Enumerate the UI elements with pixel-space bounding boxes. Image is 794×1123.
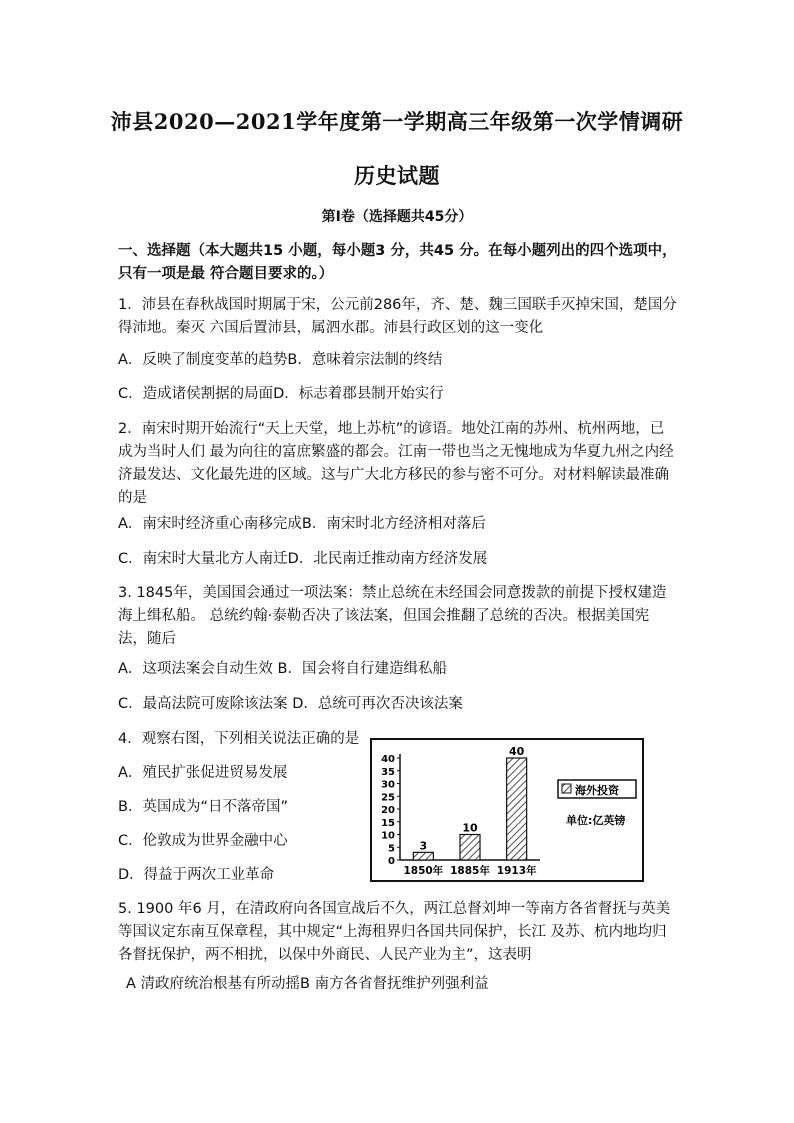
- question-3-options-cd: C．最高法院可废除该法案 D．总统可再次否决该法案: [118, 696, 463, 712]
- category-label: 1885年: [450, 865, 490, 877]
- y-tick-label: 40: [381, 754, 395, 765]
- question-1-options-cd: C．造成诸侯割据的局面D．标志着郡县制开始实行: [118, 386, 444, 402]
- question-4-option-a: A．殖民扩张促进贸易发展: [118, 765, 288, 781]
- question-1-stem: 1．沛县在春秋战国时期属于宋，公元前286年，齐、楚、魏三国联手灭掉宋国，楚国分得沛地。秦灭 六国后置沛县，属泗水郡。沛县行政区划的这一变化: [118, 297, 677, 336]
- legend-label: 海外投资: [575, 784, 619, 797]
- question-5-stem: 5. 1900 年6 月，在清政府向各国宣战后不久，两江总督刘坤一等南方各省督抚与英美等国议定东南互保章程，其中规定“上海租界归各国共同保护，长江 及苏、杭内地均归各督抚保护，两不相扰，以保中外商民、人民产业为主”，这表明: [118, 901, 671, 963]
- data-label: 10: [462, 821, 478, 835]
- category-label: 1850年: [403, 865, 444, 877]
- y-tick-label: 35: [381, 766, 395, 778]
- y-tick-label: 30: [381, 779, 395, 791]
- y-tick-label: 0: [388, 856, 395, 867]
- y-tick-label: 25: [381, 792, 395, 804]
- unit-label: 单位:亿英镑: [566, 814, 626, 827]
- question-2-options-cd: C．南宋时大量北方人南迁D．北民南迁推动南方经济发展: [118, 551, 488, 567]
- question-2-options-ab: A．南宋时经济重心南移完成B．南宋时北方经济相对落后: [118, 516, 486, 532]
- bar-1913年: [507, 758, 527, 860]
- question-4-option-b: B．英国成为“日不落帝国”: [118, 799, 288, 815]
- exam-subtitle: 历史试题: [354, 163, 440, 188]
- category-label: 1913年: [496, 865, 537, 877]
- y-tick-label: 20: [381, 805, 395, 816]
- y-tick-label: 15: [381, 817, 395, 829]
- question-4-option-c: C．伦敦成为世界金融中心: [118, 833, 288, 849]
- bar-chart-svg: [370, 738, 644, 882]
- question-3-stem: 3. 1845年，美国国会通过一项法案：禁止总统在未经国会同意拨款的前提下授权建造海上缉私船。 总统约翰·泰勒否决了该法案，但国会推翻了总统的否决。根据美国宪法，随后: [118, 585, 667, 647]
- question-2-stem: 2．南宋时期开始流行“天上天堂，地上苏杭”的谚语。地处江南的苏州、杭州两地，已成为当时人们 最为向往的富庶繁盛的都会。江南一带也当之无愧地成为华夏九州之内经济最发达、文化最先进的区域。这与广大北方移民的参与密不可分。对材料解读最准确的是: [118, 421, 674, 506]
- data-label: 3: [419, 839, 428, 853]
- question-4-stem: 4．观察右图，下列相关说法正确的是: [118, 731, 360, 747]
- question-1-options-ab: A．反映了制度变革的趋势B．意味着宗法制的终结: [118, 352, 443, 368]
- investment-chart: [370, 738, 644, 882]
- question-5-options-ab: A 清政府统治根基有所动摇B 南方各省督抚维护列强利益: [126, 976, 489, 992]
- section-heading: 第Ⅰ卷（选择题共45分）: [321, 209, 473, 225]
- question-4-option-d: D．得益于两次工业革命: [118, 867, 275, 883]
- y-tick-label: 5: [388, 843, 395, 855]
- data-label: 40: [509, 745, 525, 758]
- bar-1885年: [460, 835, 480, 861]
- y-tick-label: 10: [381, 830, 395, 842]
- bar-1850年: [413, 852, 433, 860]
- question-3-options-ab: A．这项法案会自动生效 B．国会将自行建造缉私船: [118, 661, 447, 677]
- exam-title: 沛县2020—2021学年度第一学期高三年级第一次学情调研: [110, 109, 684, 134]
- instructions: 一、选择题（本大题共15 小题，每小题3 分，共45 分。在每小题列出的四个选项中，只有一项是最 符合题目要求的。）: [118, 243, 677, 282]
- legend-swatch: [562, 784, 571, 793]
